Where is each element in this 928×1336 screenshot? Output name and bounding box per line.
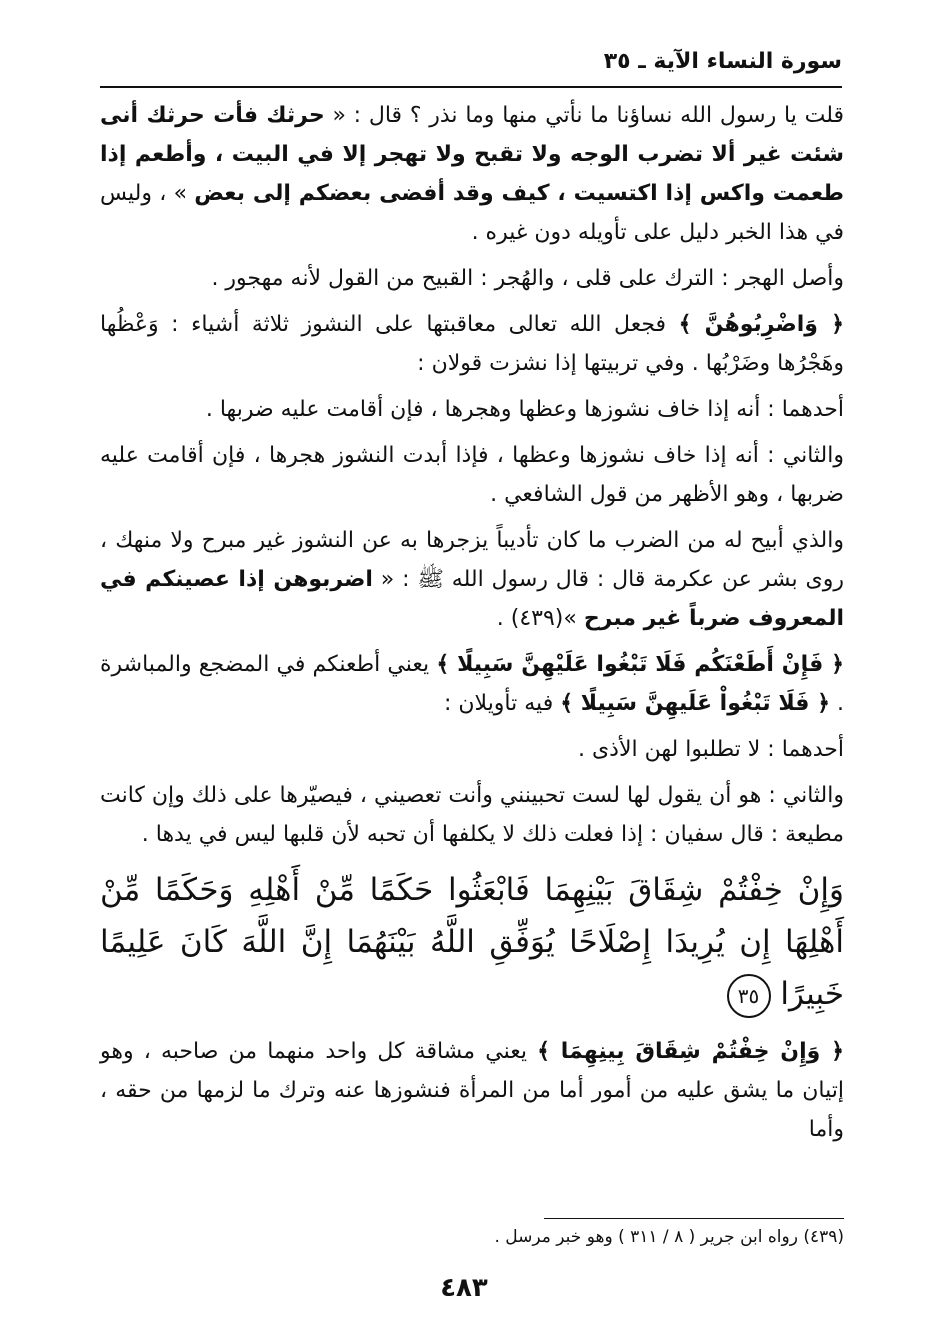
header-rule xyxy=(100,86,842,88)
paragraph-1 xyxy=(100,96,844,252)
paragraph-4 xyxy=(100,390,844,429)
paragraph-3 xyxy=(100,305,844,383)
paragraph-8 xyxy=(100,730,844,769)
page-number: ٤٨٣ xyxy=(440,1273,488,1303)
text-segment: »(٤٣٩) . xyxy=(496,606,584,631)
running-header: سورة النساء الآية ـ ٣٥ xyxy=(603,49,842,74)
main-text xyxy=(100,96,844,1156)
paragraph-6 xyxy=(100,521,844,638)
paragraph-7 xyxy=(100,645,844,723)
text-segment: والذي أبيح له من الضرب ما كان تأديباً يزجرها به عن النشوز غير مبرح ولا منهك ، روى بشر عن عكرمة قال : قال رسول الله ﷺ : « xyxy=(100,528,844,592)
text-segment: فيه تأويلان : xyxy=(444,691,561,716)
paragraph-10 xyxy=(100,1032,844,1149)
ayah-number-marker: ٣٥ xyxy=(727,974,771,1018)
quran-quote: ﴿ فَإِنْ أَطَعْنَكُم فَلَا تَبْغُوا عَلَيْهِنَّ سَبِيلًا ﴾ xyxy=(436,652,844,677)
text-segment: » ، وليس في هذا الخبر دليل على تأويله دون غيره . xyxy=(100,181,844,245)
text-segment: أحدهما : أنه إذا خاف نشوزها وعظها وهجرها ، فإن أقامت عليه ضربها . xyxy=(205,397,844,422)
hadith-quote: اضربوهن إذا عصينكم في المعروف ضرباً غير مبرح xyxy=(100,567,844,631)
text-segment: والثاني : أنه إذا خاف نشوزها وعظها ، فإذا أبدت النشوز هجرها ، فإن أقامت عليه ضربها ، وهو الأظهر من قول الشافعي . xyxy=(100,443,844,507)
text-segment: والثاني : هو أن يقول لها لست تحبينني وأنت تعصيني ، فيصيّرها على ذلك وإن كانت مطيعة : قال سفيان : إذا فعلت ذلك لا يكلفها أن تحبه لأن قلبها ليس في يدها . xyxy=(100,783,844,847)
text-segment: وأصل الهجر : الترك على قلى ، والهُجر : القبيح من القول لأنه مهجور . xyxy=(211,266,844,291)
quran-quote: ﴿ وَإِنْ خِفْتُمْ شِقَاقَ بِينِهِمَا ﴾ xyxy=(537,1039,844,1064)
footnote-rule xyxy=(544,1218,844,1219)
footnote: (٤٣٩) رواه ابن جرير ( ٨ / ٣١١ ) وهو خبر مرسل . xyxy=(494,1227,844,1247)
text-segment: قلت يا رسول الله نساؤنا ما نأتي منها وما نذر ؟ قال : « xyxy=(324,103,844,128)
hadith-quote: حرثك فأت حرثك أنى شئت غير ألا تضرب الوجه ولا تقبح ولا تهجر إلا في البيت ، وأطعم إذا طعمت واكس إذا اكتسيت ، كيف وقد أفضى بعضكم إلى بعض xyxy=(100,103,844,206)
text-segment: يعني أطعنكم في المضجع والمباشرة . xyxy=(100,652,844,716)
text-segment: فجعل الله تعالى معاقبتها على النشوز ثلاثة أشياء : وَعْظُها وهَجْرُها وضَرْبُها . وفي تربيتها إذا نشزت قولان : xyxy=(100,312,844,376)
text-segment: يعني مشاقة كل واحد منهما من صاحبه ، وهو إتيان ما يشق عليه من أمور أما من المرأة فنشوزها عنه وترك ما لزمها من حقه ، وأما xyxy=(100,1039,844,1142)
verse-text: وَإِنْ خِفْتُمْ شِقَاقَ بَيْنِهِمَا فَابْعَثُوا حَكَمًا مِّنْ أَهْلِهِ وَحَكَمًا مِّنْ أَهْلِهَا إِن يُرِيدَا إِصْلَاحًا يُوَفِّقِ اللَّهُ بَيْنَهُمَا إِنَّ اللَّهَ كَانَ عَلِيمًا خَبِيرًا xyxy=(100,872,844,1012)
paragraph-9 xyxy=(100,776,844,854)
paragraph-2 xyxy=(100,259,844,298)
text-segment: أحدهما : لا تطلبوا لهن الأذى . xyxy=(577,737,844,762)
quran-verse xyxy=(100,864,844,1020)
quran-quote: ﴿ فَلَا تَبْغُواْ عَلَيهِنَّ سَبِيلًا ﴾ xyxy=(560,691,830,716)
paragraph-5 xyxy=(100,436,844,514)
quran-quote: ﴿ وَاضْرِبُوهُنَّ ﴾ xyxy=(678,312,844,337)
